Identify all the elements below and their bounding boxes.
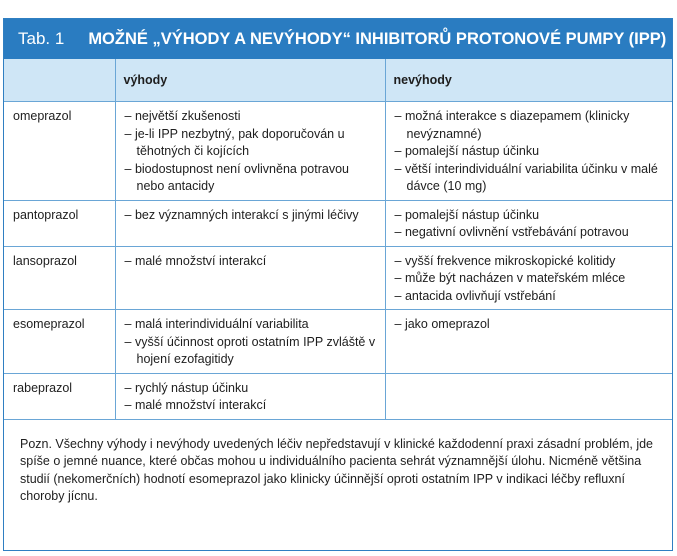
column-header-disadvantages: nevýhody xyxy=(385,59,672,102)
disadvantage-item: – možná interakce s diazepamem (klinicky nevýznamné) xyxy=(395,108,665,143)
disadvantages-cell xyxy=(385,200,672,246)
disadvantage-item: – větší interindividuální variabilita účinku v malé dávce (10 mg) xyxy=(395,161,665,196)
disadvantage-item: – může být nacházen v mateřském mléce xyxy=(395,270,665,288)
table-row xyxy=(4,310,672,374)
disadvantages-cell xyxy=(385,102,672,201)
advantages-cell xyxy=(115,102,385,201)
disadvantages-list xyxy=(395,316,665,334)
column-header-drug xyxy=(4,59,115,102)
advantage-item: – malé množství interakcí xyxy=(125,397,377,415)
disadvantage-item: – vyšší frekvence mikroskopické kolitidy xyxy=(395,253,665,271)
table-row xyxy=(4,373,672,419)
comparison-table xyxy=(4,59,672,420)
advantages-list xyxy=(125,207,377,225)
table-row xyxy=(4,200,672,246)
table-title-bar xyxy=(4,19,672,59)
advantage-item: – vyšší účinnost oproti ostatním IPP zvláště v hojení ezofagitidy xyxy=(125,334,377,369)
disadvantage-item: – antacida ovlivňují vstřebání xyxy=(395,288,665,306)
disadvantages-cell xyxy=(385,310,672,374)
table-body xyxy=(4,102,672,420)
advantage-item: – biodostupnost není ovlivněna potravou nebo antacidy xyxy=(125,161,377,196)
table-title: MOŽNÉ „VÝHODY A NEVÝHODY“ INHIBITORŮ PROTONOVÉ PUMPY (IPP) xyxy=(88,29,667,48)
table-number: Tab. 1 xyxy=(18,29,65,48)
disadvantages-list xyxy=(395,108,665,196)
advantages-list xyxy=(125,253,377,271)
advantages-list xyxy=(125,380,377,415)
column-header-row xyxy=(4,59,672,102)
advantages-list xyxy=(125,108,377,196)
table-frame xyxy=(3,18,673,551)
drug-name: lansoprazol xyxy=(4,246,115,310)
advantages-list xyxy=(125,316,377,369)
disadvantages-list xyxy=(395,207,665,242)
disadvantage-item: – pomalejší nástup účinku xyxy=(395,143,665,161)
table-row xyxy=(4,102,672,201)
advantage-item: – bez významných interakcí s jinými léčivy xyxy=(125,207,377,225)
advantage-item: – je-li IPP nezbytný, pak doporučován u těhotných či kojících xyxy=(125,126,377,161)
disadvantage-item: – negativní ovlivnění vstřebávání potravou xyxy=(395,224,665,242)
drug-name: esomeprazol xyxy=(4,310,115,374)
drug-name: rabeprazol xyxy=(4,373,115,419)
disadvantage-item: – pomalejší nástup účinku xyxy=(395,207,665,225)
advantage-item: – malá interindividuální variabilita xyxy=(125,316,377,334)
advantages-cell xyxy=(115,310,385,374)
disadvantages-cell xyxy=(385,246,672,310)
advantages-cell xyxy=(115,246,385,310)
advantage-item: – malé množství interakcí xyxy=(125,253,377,271)
disadvantages-cell xyxy=(385,373,672,419)
drug-name: omeprazol xyxy=(4,102,115,201)
advantages-cell xyxy=(115,200,385,246)
disadvantage-item: – jako omeprazol xyxy=(395,316,665,334)
disadvantages-list xyxy=(395,253,665,306)
table-footnote: Pozn. Všechny výhody i nevýhody uvedených léčiv nepředstavují v klinické každodenní praxi zásadní problém, jde spíše o jemné nuance, které občas mohou u individuálního pacienta sehrát významnější úlohu. Nicméně většina studií (nekomerčních) hodnotí esomeprazol jako klinicky účinnější oproti ostatním IPP v indikaci léčby refluxní choroby jícnu. xyxy=(20,436,653,503)
advantages-cell xyxy=(115,373,385,419)
table-row xyxy=(4,246,672,310)
drug-name: pantoprazol xyxy=(4,200,115,246)
column-header-advantages: výhody xyxy=(115,59,385,102)
advantage-item: – rychlý nástup účinku xyxy=(125,380,377,398)
advantage-item: – největší zkušenosti xyxy=(125,108,377,126)
